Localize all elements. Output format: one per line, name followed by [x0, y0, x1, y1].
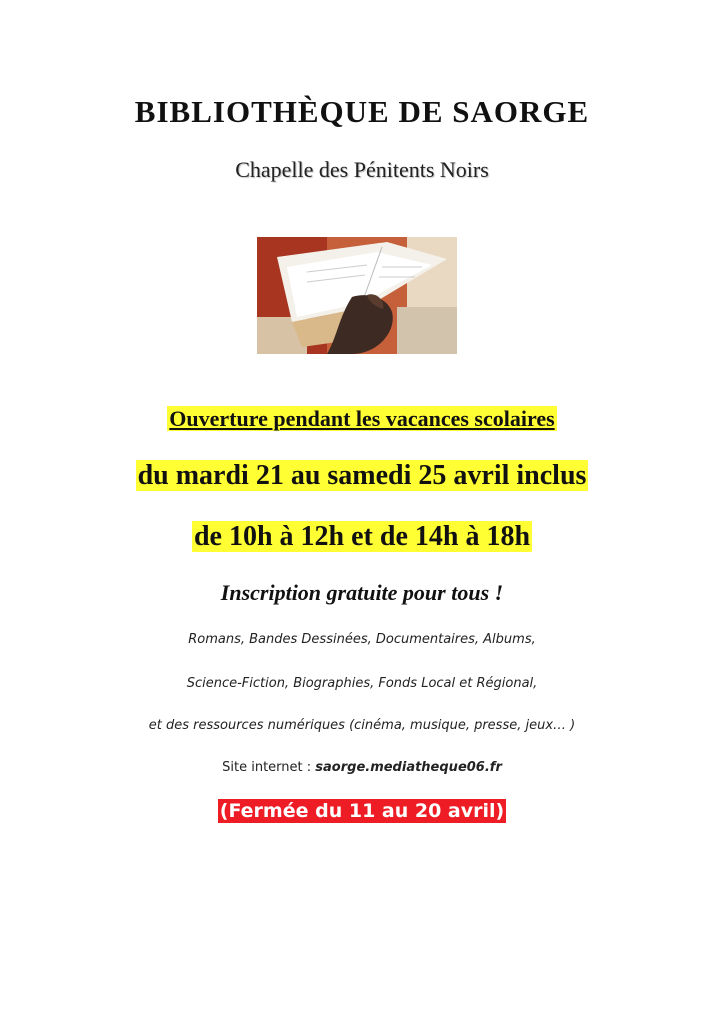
genres-line-2: Science-Fiction, Biographies, Fonds Local et Régional,	[186, 676, 538, 691]
book-reading-photo	[257, 237, 457, 354]
genres-line-1: Romans, Bandes Dessinées, Documentaires, Albums,	[188, 632, 536, 647]
opening-heading	[0, 406, 724, 432]
website-line	[0, 760, 724, 775]
closed-notice-line	[0, 800, 724, 822]
hours-text: de 10h à 12h et de 14h à 18h	[193, 521, 531, 552]
hours-line	[0, 521, 724, 553]
opening-text: Ouverture pendant les vacances scolaires	[169, 406, 555, 431]
inscription-line: Inscription gratuite pour tous !	[220, 580, 504, 605]
closed-notice: (Fermée du 11 au 20 avril)	[219, 800, 505, 822]
library-title: BIBLIOTHÈQUE DE SAORGE	[134, 94, 590, 129]
genres-line-3: et des ressources numériques (cinéma, musique, presse, jeux… )	[148, 718, 576, 733]
dates-line	[0, 460, 724, 492]
venue-subtitle: Chapelle des Pénitents Noirs	[235, 157, 489, 182]
dates-text: du mardi 21 au samedi 25 avril inclus	[137, 460, 587, 491]
website-link[interactable]: saorge.mediatheque06.fr	[315, 760, 502, 775]
website-label: Site internet :	[222, 760, 312, 775]
